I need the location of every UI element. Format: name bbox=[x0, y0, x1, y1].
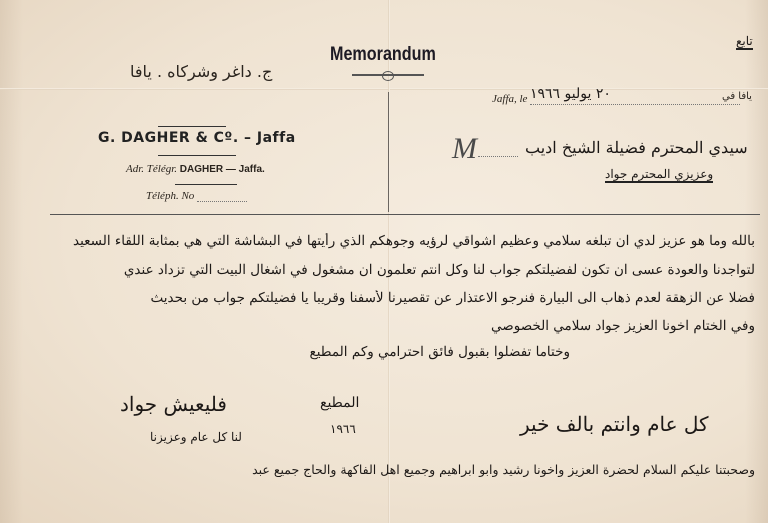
recipient-line-1: سيدي المحترم فضيلة الشيخ اديب bbox=[525, 138, 748, 157]
place-label-arabic: يافا في bbox=[722, 91, 752, 102]
company-name-arabic: ج. داغر وشركاه . يافا bbox=[130, 62, 273, 81]
continuation-mark: تابع bbox=[736, 34, 753, 48]
document-title: Memorandum bbox=[330, 44, 436, 65]
company-name: G. DAGHER & Cº. – Jaffa bbox=[98, 130, 296, 146]
telephone-field bbox=[146, 190, 247, 202]
recipient-prefix: M bbox=[452, 132, 477, 165]
telegraph-value: DAGHER — Jaffa. bbox=[179, 164, 265, 175]
letterhead-divider bbox=[388, 92, 389, 212]
signature-left: فليعيش جواد bbox=[120, 392, 227, 416]
paper-fold-horizontal bbox=[0, 88, 768, 90]
divider bbox=[158, 126, 226, 127]
body-line: وختاما تفضلوا بقبول فائق احترامي وكم المطيع bbox=[309, 344, 570, 360]
body-line: لتواجدنا والعودة عسى ان تكون لفضيلتكم جواب لنا وكل انتم تعلمون ان مشغول في اشغال البيت التي تزداد عندي bbox=[123, 262, 755, 278]
divider bbox=[175, 184, 237, 185]
telephone-label: Téléph. No bbox=[146, 190, 195, 202]
divider bbox=[158, 155, 236, 156]
recipient-line-2: وعزيزي المحترم جواد bbox=[605, 167, 714, 181]
title-ornament bbox=[352, 74, 424, 76]
letter-year: ١٩٦٦ bbox=[330, 422, 356, 436]
signature-left-subtitle: لنا كل عام وعزيزنا bbox=[150, 430, 242, 444]
body-line: بالله وما هو عزيز لدي ان تبلغه سلامي وعظيم اشواقي لرؤيه وجوهكم الذي رأيتها في البشاشة التي هي بمثابة اللقاء السعيد bbox=[72, 233, 755, 249]
telegraph-address bbox=[126, 163, 265, 175]
header-rule bbox=[50, 214, 760, 215]
body-line: فضلا عن الزهقة لعدم ذهاب الى البيارة فنرجو الاعتذار عن تقصيرنا لأسفنا وقريبا يا فضيلتكم جواب من بحديث bbox=[150, 290, 755, 306]
body-line: وفي الختام اخونا العزيز جواد سلامي الخصوصي bbox=[491, 318, 755, 334]
telegraph-label: Adr. Télégr. bbox=[126, 163, 178, 175]
signature-right: كل عام وانتم بالف خير bbox=[520, 412, 709, 436]
place-label: Jaffa, le bbox=[492, 93, 528, 105]
postscript: وصحبتنا عليكم السلام لحضرة العزيز واخونا رشيد وابو ابراهيم وجميع اهل الفاكهة والحاج جميع عبد bbox=[252, 462, 755, 477]
handwritten-date: ٢٠ يوليو ١٩٦٦ bbox=[530, 86, 611, 102]
signature-center: المطيع bbox=[320, 395, 360, 411]
